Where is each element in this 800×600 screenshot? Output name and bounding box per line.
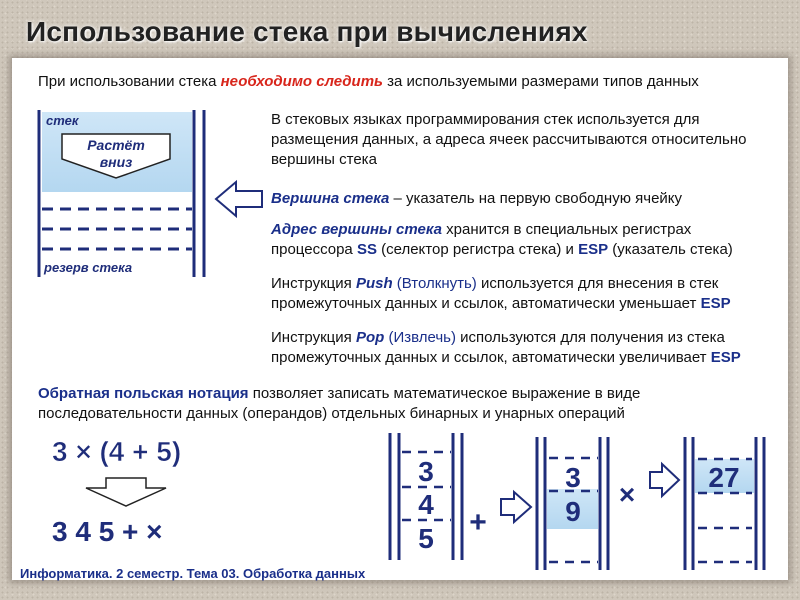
convert-down-arrow — [86, 478, 166, 506]
stack-value: 3 — [565, 462, 581, 493]
para-stack-address: Адрес вершины стека хранится в специальных регистрах процессора SS (селектор регистра стека) и ESP (указатель стека) — [271, 221, 733, 258]
multiply-operator: × — [618, 479, 636, 510]
stack-2 — [537, 437, 608, 570]
step-arrow-icon — [501, 492, 531, 522]
stack-top-label: стек — [46, 113, 79, 128]
para-rpn: Обратная польская нотация позволяет записать математическое выражение в виде последовательности данных (операндов) отдельных бинарных и унарных операций — [38, 385, 641, 422]
slide-title: Использование стека при вычислениях — [26, 16, 588, 47]
intro-text: При использовании стека необходимо следить за используемыми размерами типов данных — [38, 73, 699, 90]
para-pop: Инструкция Pop (Извлечь) используются для получения из стека промежуточных данных и ссылок, автоматически увеличивает ESP — [271, 329, 741, 366]
stack-value: 4 — [418, 489, 434, 520]
stack-reserve-label: резерв стека — [44, 260, 133, 275]
stack-value: 5 — [418, 523, 434, 554]
step-arrow-icon — [650, 464, 679, 496]
stack-1 — [390, 433, 462, 560]
stack-diagram — [39, 110, 204, 277]
stack-3 — [685, 437, 764, 570]
para-stack-languages: В стековых языках программирования стек используется для размещения данных, а адреса ячеек рассчитываются относительно вершины стека — [271, 111, 747, 168]
postfix-expression: 3 4 5 + × — [52, 516, 163, 547]
stack-value: 3 — [418, 456, 434, 487]
plus-operator: + — [469, 506, 487, 539]
stack-value: 27 — [708, 462, 740, 493]
arrow-label-line1: Растёт — [87, 137, 145, 153]
footer-text: Информатика. 2 семестр. Тема 03. Обработка данных — [20, 566, 366, 581]
stack-value: 9 — [565, 496, 581, 527]
arrow-label-line2: вниз — [99, 154, 133, 170]
para-push: Инструкция Push (Втолкнуть) используется для внесения в стек промежуточных данных и ссылок, автоматически уменьшает ESP — [271, 275, 731, 312]
infix-expression: 3 × (4 + 5) — [52, 436, 182, 467]
para-stack-top: Вершина стека – указатель на первую свободную ячейку — [271, 190, 683, 207]
pointer-arrow-icon — [216, 182, 262, 216]
